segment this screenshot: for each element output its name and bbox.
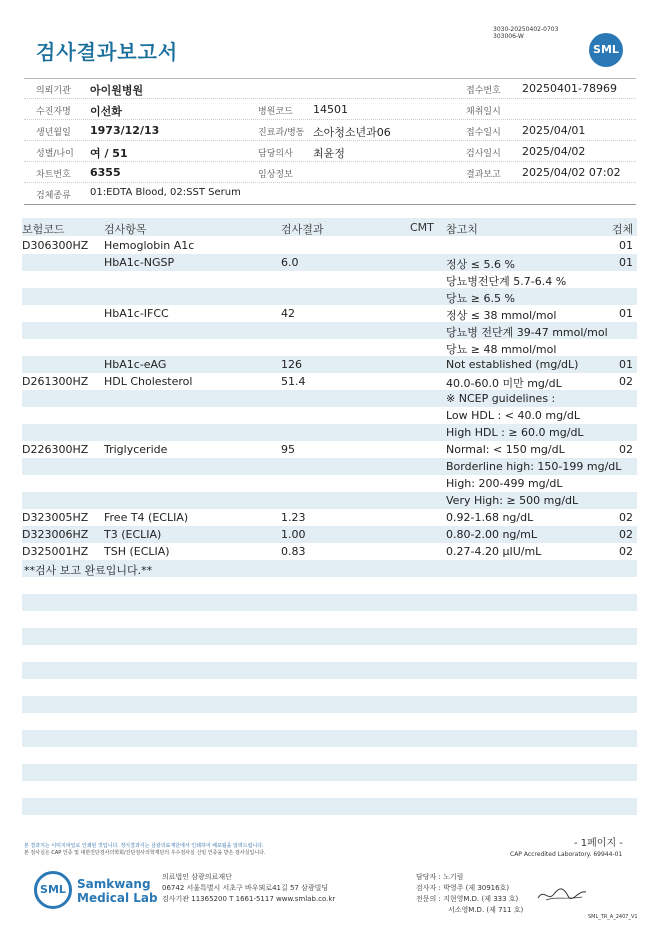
info-divider [24, 204, 636, 205]
reference-range: Borderline high: 150-199 mg/dL [446, 460, 622, 473]
table-row [22, 305, 637, 322]
reference-range: 0.27-4.20 μIU/mL [446, 545, 542, 558]
test-result: 1.00 [281, 528, 306, 541]
table-row [22, 322, 637, 339]
table-row [22, 390, 637, 407]
test-item: Free T4 (ECLIA) [104, 511, 189, 524]
date-of-birth: 1973/12/13 [90, 124, 160, 137]
lab-address: 의료법인 삼광의료재단 06742 서울특별시 서초구 바우뫼로41길 57 삼광빌딩 검사기관 11365200 T 1661-5117 www.smlab.co.kr [162, 873, 336, 903]
empty-row [22, 696, 637, 713]
specimen-code: 02 [619, 545, 633, 558]
page-number: - 1페이지 - [574, 838, 623, 849]
empty-row [22, 747, 637, 764]
empty-row [22, 781, 637, 798]
test-code: D306300HZ [22, 239, 89, 252]
test-code: D323006HZ [22, 528, 89, 541]
specimen-code: 01 [619, 358, 633, 371]
reference-range: 당뇨병전단계 5.7-6.4 % [446, 275, 567, 288]
empty-row [22, 577, 637, 594]
test-item: HbA1c-NGSP [104, 256, 175, 269]
test-code: D261300HZ [22, 375, 89, 388]
specimen-code: 01 [619, 256, 633, 269]
form-version: SML_TR_A_2407_V1 [588, 914, 638, 920]
reference-range: 당뇨병 전단계 39-47 mmol/mol [446, 326, 608, 339]
lab-name: Samkwang Medical Lab [77, 877, 158, 905]
hospital-name: 아이원병원 [90, 84, 144, 97]
chart-number: 6355 [90, 166, 121, 179]
end-note: **검사 보고 완료입니다.** [24, 564, 153, 577]
reference-range: 당뇨 ≥ 6.5 % [446, 292, 515, 305]
col-cmt: CMT [410, 221, 434, 234]
test-code: D325001HZ [22, 545, 89, 558]
reference-range: High: 200-499 mg/dL [446, 477, 563, 490]
table-row [22, 254, 637, 271]
test-item: HbA1c-IFCC [104, 307, 169, 320]
empty-row [22, 679, 637, 696]
sml-footer-logo: SML [34, 871, 72, 909]
disclaimer: 본 결과지는 이미지파일로 인쇄된 것입니다. 정식결과지는 삼광의료재단에서 인쇄하여 배포됨을 알려드립니다. 본 검사실은 CAP 인증 및 대한진단검사의학회/진단검사의학재단의 우수검사실 신임 인증을 받은 검사실입니다. [24, 843, 266, 856]
col-code: 보험코드 [22, 223, 65, 236]
test-result: 1.23 [281, 511, 306, 524]
test-date: 2025/04/02 [522, 145, 586, 158]
table-row [22, 288, 637, 305]
hospital-code: 14501 [313, 103, 348, 116]
empty-row [22, 594, 637, 611]
empty-row [22, 611, 637, 628]
empty-row [22, 764, 637, 781]
document-id: 3030-20250402-0703 303006-W [493, 26, 559, 40]
reference-range: High HDL : ≥ 60.0 mg/dL [446, 426, 584, 439]
test-result: 0.83 [281, 545, 306, 558]
specimen-code: 01 [619, 307, 633, 320]
specimen-code: 02 [619, 511, 633, 524]
specimen-code: 01 [619, 239, 633, 252]
reference-range: Normal: < 150 mg/dL [446, 443, 565, 456]
results-table-header [22, 218, 637, 236]
test-item: HbA1c-eAG [104, 358, 167, 371]
empty-row [22, 628, 637, 645]
test-result: 51.4 [281, 375, 306, 388]
report-title: 검사결과보고서 [36, 40, 179, 64]
test-result: 126 [281, 358, 302, 371]
table-row [22, 458, 637, 475]
lab-staff: 담당자 : 노기림 검사자 : 박영주 (제 30916호) 전문의 : 지현영M.D. (제 333 호) 서소영M.D. (제 711 호) [416, 873, 524, 914]
empty-row [22, 730, 637, 747]
reference-range: 40.0-60.0 미만 mg/dL [446, 377, 562, 390]
empty-row [22, 662, 637, 679]
report-complete-note [22, 560, 637, 577]
test-item: Hemoglobin A1c [104, 239, 195, 252]
report-datetime: 2025/04/02 07:02 [522, 166, 621, 179]
table-row [22, 407, 637, 424]
receipt-number: 20250401-78969 [522, 82, 617, 95]
table-row [22, 526, 637, 543]
receipt-date: 2025/04/01 [522, 124, 586, 137]
specimen-code: 02 [619, 443, 633, 456]
empty-row [22, 645, 637, 662]
col-ref: 참고치 [446, 223, 478, 236]
specimen-types: 01:EDTA Blood, 02:SST Serum [90, 187, 241, 198]
reference-range: Low HDL : < 40.0 mg/dL [446, 409, 580, 422]
empty-row [22, 798, 637, 815]
table-row [22, 339, 637, 356]
reference-range: 0.80-2.00 ng/mL [446, 528, 537, 541]
specimen-code: 02 [619, 375, 633, 388]
specimen-code: 02 [619, 528, 633, 541]
table-row [22, 492, 637, 509]
reference-range: 정상 ≤ 38 mmol/mol [446, 309, 557, 322]
table-row [22, 543, 637, 560]
cap-accreditation: CAP Accredited Laboratory. 69944-01 [510, 851, 623, 858]
test-code: D226300HZ [22, 443, 89, 456]
department: 소아청소년과06 [313, 126, 391, 139]
doctor-name: 최윤정 [313, 147, 345, 160]
info-row-6: 검체종류 01:EDTA Blood, 02:SST Serum [36, 187, 241, 201]
table-row [22, 475, 637, 492]
test-item: Triglyceride [104, 443, 168, 456]
info-row-5: 차트번호 6355 임상정보 결과보고 2025/04/02 07:02 [24, 162, 636, 183]
test-result: 42 [281, 307, 295, 320]
table-row [22, 271, 637, 288]
reference-range: 당뇨 ≥ 48 mmol/mol [446, 343, 557, 356]
test-item: T3 (ECLIA) [104, 528, 162, 541]
table-row [22, 509, 637, 526]
reference-range: Very High: ≥ 500 mg/dL [446, 494, 579, 507]
test-item: TSH (ECLIA) [104, 545, 170, 558]
table-row [22, 424, 637, 441]
empty-row [22, 713, 637, 730]
test-item: HDL Cholesterol [104, 375, 193, 388]
col-result: 검사결과 [281, 223, 324, 236]
col-item: 검사항목 [104, 223, 147, 236]
info-row-2: 수진자명 이선화 병원코드 14501 채취일시 [24, 99, 636, 120]
table-row [22, 237, 637, 254]
reference-range: 정상 ≤ 5.6 % [446, 258, 515, 271]
table-row [22, 356, 637, 373]
info-row-3: 생년월일 1973/12/13 진료과/병동 소아청소년과06 접수일시 2025/04/01 [24, 120, 636, 141]
reference-range: 0.92-1.68 ng/dL [446, 511, 534, 524]
table-row [22, 373, 637, 390]
test-code: D323005HZ [22, 511, 89, 524]
info-row-1: 의뢰기관 아이원병원 접수번호 20250401-78969 [24, 78, 636, 99]
info-row-4: 성별/나이 여 / 51 담당의사 최윤정 검사일시 2025/04/02 [24, 141, 636, 162]
sex-age: 여 / 51 [90, 147, 128, 160]
col-spec: 검체 [612, 223, 634, 236]
reference-range: Not established (mg/dL) [446, 358, 579, 371]
table-row [22, 441, 637, 458]
signature-icon [536, 884, 588, 904]
sml-logo: SML [589, 33, 623, 67]
test-result: 6.0 [281, 256, 299, 269]
test-result: 95 [281, 443, 295, 456]
reference-range: ※ NCEP guidelines : [446, 392, 556, 405]
patient-name: 이선화 [90, 105, 122, 118]
